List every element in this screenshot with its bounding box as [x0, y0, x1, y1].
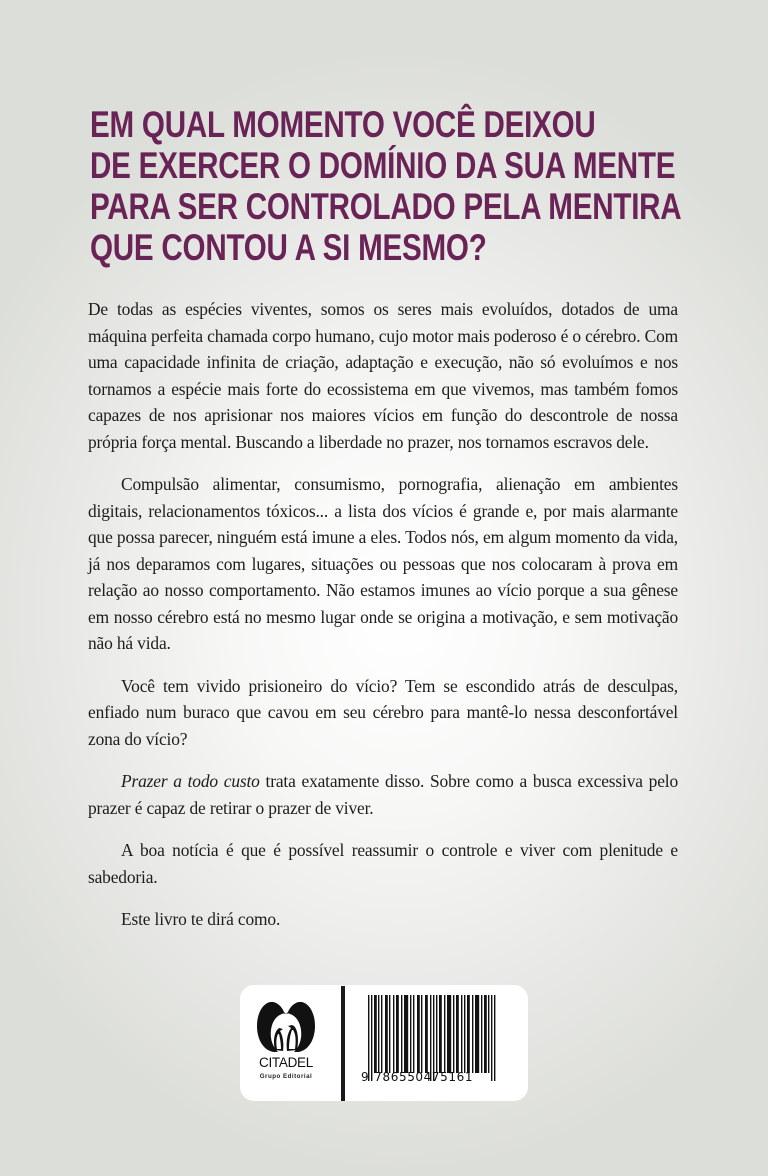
paragraph: Compulsão alimentar, consumismo, pornografia, alienação em ambientes digitais, relacionamentos tóxicos... a lista dos vícios é grande e, por mais alarmante que possa parecer, ninguém está imune a eles. Todos nós, em algum momento da vida, já nos deparamos com lugares, situações ou pessoas que nos colocaram à prova em relação ao nosso comportamento. Não estamos imunes ao vício porque a sua gênese em nosso cérebro está no mesmo lugar onde se origina a motivação, e sem motivação não há vida. [88, 474, 678, 653]
publisher-subtitle: Grupo Editorial [259, 1073, 313, 1080]
headline [90, 104, 682, 268]
synopsis [88, 296, 678, 949]
imprint-divider [341, 986, 345, 1101]
paragraph: De todas as espécies viventes, somos os seres mais evoluídos, dotados de uma máquina perfeita chamada corpo humano, cujo motor mais poderoso é o cérebro. Com uma capacidade infinita de criação, adaptação e execução, não só evoluímos e nos tornamos a espécie mais forte do ecossistema em que vivemos, mas também fomos capazes de nos aprisionar nos maiores vícios em função do descontrole de nossa própria força mental. Buscando a liberdade no prazer, nos tornamos escravos dele. [88, 299, 678, 452]
paragraph-text: trata exatamente disso. Sobre como a busca excessiva pelo prazer é capaz de retirar o prazer de viver. [88, 771, 678, 818]
publisher-logo [240, 985, 332, 1101]
paragraph: Este livro te dirá como. [121, 909, 281, 929]
headline-line: EM QUAL MOMENTO VOCÊ DEIXOU [90, 104, 596, 145]
penguins-logo-icon [256, 998, 316, 1054]
book-title-italic: Prazer a todo custo [121, 771, 260, 791]
isbn-digits: 786550475161 [374, 1070, 474, 1084]
paragraph: A boa notícia é que é possível reassumir o controle e viver com plenitude e sabedoria. [88, 840, 678, 887]
paragraph [88, 768, 678, 821]
headline-line: PARA SER CONTROLADO PELA MENTIRA [90, 186, 682, 227]
isbn-lead-digit: 9 [361, 1070, 370, 1084]
headline-line: QUE CONTOU A SI MESMO? [90, 227, 487, 268]
imprint-panel [240, 985, 528, 1101]
paragraph: Você tem vivido prisioneiro do vício? Tem se escondido atrás de desculpas, enfiado num buraco que cavou em seu cérebro para mantê-lo nessa desconfortável zona do vício? [88, 675, 678, 749]
isbn-number [361, 1070, 473, 1084]
publisher-name: CITADEL [259, 1055, 313, 1070]
headline-line: DE EXERCER O DOMÍNIO DA SUA MENTE [90, 145, 676, 186]
